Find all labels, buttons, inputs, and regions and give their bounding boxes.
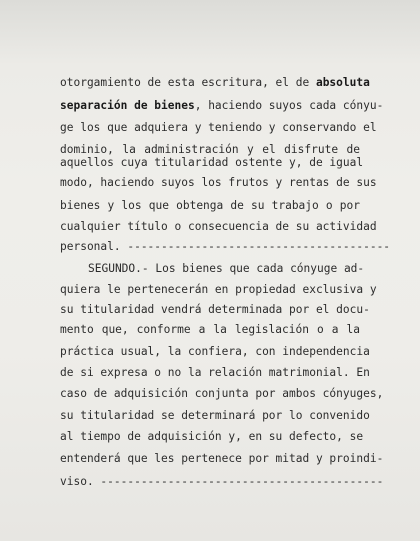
text-line: personal. --------------------------------------- (60, 240, 391, 253)
text-line: su titularidad vendrá determinada por el docu- (60, 303, 370, 316)
text-line: práctica usual, la confiera, con independencia (60, 345, 370, 358)
text-line: de si expresa o no la relación matrimonial. En (60, 366, 370, 379)
text-line: cualquier título o consecuencia de su actividad (60, 220, 377, 233)
text-line: SEGUNDO.- Los bienes que cada cónyuge ad- (88, 262, 365, 275)
text-line: al tiempo de adquisición y, en su defecto, se (60, 430, 364, 443)
text-line: su titularidad se determinará por lo convenido (60, 409, 370, 422)
text-line: aquellos cuya titularidad ostente y, de igual (60, 156, 364, 169)
text-line: entenderá que les pertenece por mitad y proindi- (60, 452, 384, 465)
text-line: caso de adquisición conjunta por ambos cónyuges, (60, 387, 384, 400)
bold-text: separación de bienes (60, 99, 195, 112)
text-line: quiera le pertenecerán en propiedad exclusiva y (60, 283, 377, 296)
text-line: separación de bienes, haciendo suyos cada cónyu- (60, 99, 384, 112)
text-line: viso. ------------------------------------------ (60, 475, 384, 488)
text-line: bienes y los que obtenga de su trabajo o por (60, 199, 360, 212)
bold-text: absoluta (315, 76, 370, 89)
text-line: otorgamiento de esta escritura, el de absoluta (60, 76, 370, 89)
text-line: modo, haciendo suyos los frutos y rentas de sus (60, 176, 377, 189)
text-line: ge los que adquiera y teniendo y conservando el (60, 121, 377, 134)
text-line: mento que, conforme a la legislación o a la (60, 323, 360, 336)
text-line: dominio, la administración y el disfrute de (60, 143, 360, 156)
